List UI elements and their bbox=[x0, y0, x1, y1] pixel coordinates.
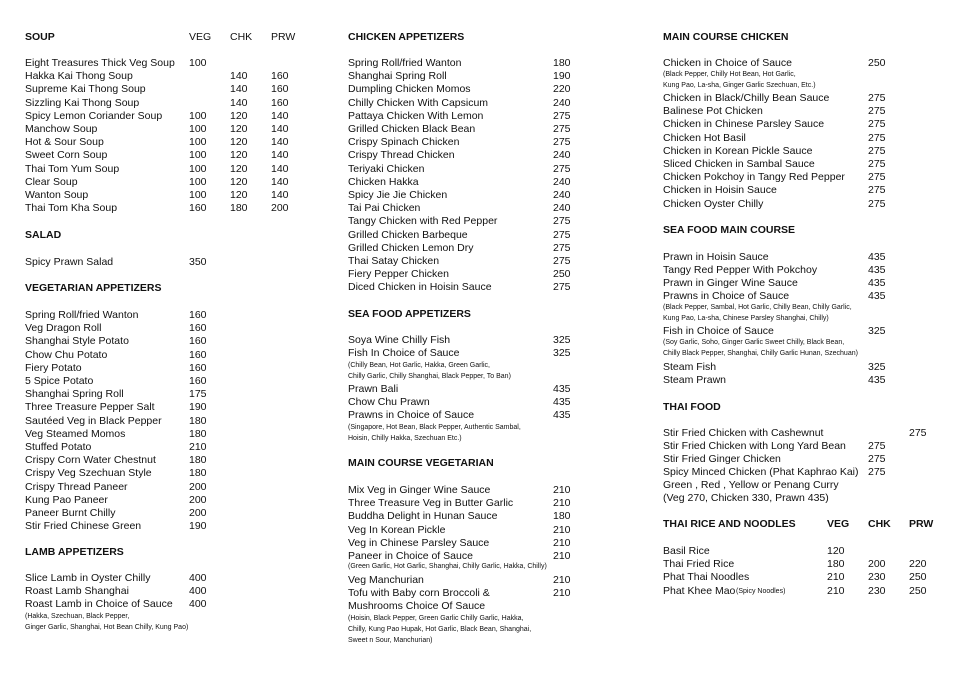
menu-item-price: 200 bbox=[189, 507, 207, 519]
menu-item-name: Tangy Chicken with Red Pepper bbox=[348, 215, 498, 228]
chk-price: 120 bbox=[230, 162, 248, 175]
menu-item-name: Fiery Pepper Chicken bbox=[348, 268, 449, 281]
menu-item-name: Shanghai Spring Roll bbox=[348, 70, 447, 83]
menu-item-name: Chicken in Choice of Sauce bbox=[663, 57, 792, 69]
prw-price: 140 bbox=[271, 162, 289, 175]
menu-item-name: Chicken Oyster Chilly bbox=[663, 197, 764, 210]
menu-item-name: Spicy Lemon Coriander Soup bbox=[25, 109, 163, 122]
menu-item-price: 400 bbox=[189, 598, 207, 611]
menu-item-name: Hakka Kai Thong Soup bbox=[25, 70, 133, 83]
menu-item-name: Sliced Chicken in Sambal Sauce bbox=[663, 158, 815, 170]
menu-item-price: 220 bbox=[553, 83, 571, 96]
menu-item-price: 250 bbox=[553, 268, 571, 281]
veg-price: 100 bbox=[189, 123, 207, 135]
menu-item-price: 210 bbox=[189, 441, 207, 453]
menu-item-name: Grilled Chicken Black Bean bbox=[348, 123, 476, 135]
section-title-veg-appetizers: VEGETARIAN APPETIZERS bbox=[25, 282, 162, 294]
menu-item-name: Grilled Chicken Barbeque bbox=[348, 228, 468, 241]
menu-item-note: (Hakka, Szechuan, Black Pepper, bbox=[25, 613, 130, 620]
menu-item-name: Three Treasure Veg in Butter Garlic bbox=[348, 497, 514, 510]
menu-item-name: Green , Red , Yellow or Penang Curry bbox=[663, 479, 839, 491]
veg-price: 180 bbox=[827, 558, 845, 571]
menu-item-name: Balinese Pot Chicken bbox=[663, 105, 763, 118]
menu-item-price: 275 bbox=[868, 197, 886, 210]
menu-item-price: 180 bbox=[189, 454, 207, 467]
section-title-lamb-appetizers: LAMB APPETIZERS bbox=[25, 546, 124, 558]
menu-item-name: Dumpling Chicken Momos bbox=[348, 83, 471, 96]
menu-item-name: Crispy Corn Water Chestnut bbox=[25, 454, 156, 467]
menu-item-price: 435 bbox=[868, 251, 886, 263]
menu-item-name: Slice Lamb in Oyster Chilly bbox=[25, 572, 151, 584]
menu-item-price: 180 bbox=[189, 427, 207, 440]
menu-item-name: Crispy Thread Chicken bbox=[348, 149, 455, 162]
chk-price: 200 bbox=[868, 558, 886, 571]
prw-price: 250 bbox=[909, 584, 927, 597]
menu-item-price: 210 bbox=[553, 536, 571, 549]
veg-column-header: VEG bbox=[189, 31, 212, 43]
menu-item-name: Hot & Sour Soup bbox=[25, 136, 104, 149]
menu-item-name: Roast Lamb Shanghai bbox=[25, 585, 129, 598]
menu-item-name: Chow Chu Prawn bbox=[348, 396, 430, 408]
prw-price: 140 bbox=[271, 189, 289, 201]
menu-item-price: 240 bbox=[553, 202, 571, 215]
prw-price: 160 bbox=[271, 96, 289, 109]
chk-price: 120 bbox=[230, 189, 248, 201]
menu-item-note: (Singapore, Hot Bean, Black Pepper, Authentic Sambal, bbox=[348, 424, 521, 431]
menu-item-price: 275 bbox=[868, 144, 886, 157]
menu-item-name: Thai Fried Rice bbox=[663, 558, 735, 571]
section-title-main-course-chicken: MAIN COURSE CHICKEN bbox=[663, 31, 789, 43]
menu-item-price: 435 bbox=[868, 290, 886, 302]
menu-item-price: 160 bbox=[189, 361, 207, 374]
menu-item-price: 325 bbox=[868, 361, 886, 373]
prw-price: 250 bbox=[909, 571, 927, 584]
menu-item-price: 190 bbox=[189, 401, 207, 414]
menu-item-name: Prawn in Ginger Wine Sauce bbox=[663, 277, 798, 289]
chk-price: 120 bbox=[230, 109, 248, 122]
menu-item-price: 435 bbox=[553, 409, 571, 421]
menu-item-price: 200 bbox=[189, 493, 207, 506]
menu-item-price: 200 bbox=[189, 480, 207, 493]
menu-item-price: 275 bbox=[553, 136, 571, 149]
menu-item-name: Sweet Corn Soup bbox=[25, 149, 108, 162]
menu-item-name: Veg Manchurian bbox=[348, 574, 424, 586]
menu-item-name: Chicken in Hoisin Sauce bbox=[663, 184, 777, 197]
menu-item-name: Stuffed Potato bbox=[25, 441, 92, 453]
section-title-soup: SOUP bbox=[25, 31, 55, 43]
veg-column-header: VEG bbox=[827, 518, 850, 530]
menu-item-name: Stir Fried Ginger Chicken bbox=[663, 453, 781, 465]
menu-item-price: 275 bbox=[868, 440, 886, 452]
menu-item-name: Teriyaki Chicken bbox=[348, 162, 425, 175]
menu-item-note: (Green Garlic, Hot Garlic, Shanghai, Chilly Garlic, Hakka, Chilly) bbox=[348, 563, 547, 570]
menu-item-price: 210 bbox=[553, 484, 571, 496]
menu-item-note: (Chilly Bean, Hot Garlic, Hakka, Green Garlic, bbox=[348, 362, 490, 369]
menu-item-name: Roast Lamb in Choice of Sauce bbox=[25, 598, 173, 611]
menu-item-price: 275 bbox=[553, 123, 571, 135]
menu-item-price: 325 bbox=[868, 325, 886, 337]
chk-column-header: CHK bbox=[868, 518, 891, 530]
menu-item-price: 250 bbox=[868, 57, 886, 69]
menu-item-name: Thai Satay Chicken bbox=[348, 255, 440, 267]
menu-item-price: 210 bbox=[553, 523, 571, 536]
menu-item-name: Stir Fried Chinese Green bbox=[25, 520, 142, 533]
chk-price: 120 bbox=[230, 149, 248, 162]
prw-column-header: PRW bbox=[271, 31, 296, 43]
menu-item-price: 350 bbox=[189, 256, 207, 268]
menu-item-name: Stir Fried Chicken with Long Yard Bean bbox=[663, 440, 846, 452]
menu-item-note: Kung Pao, La-sha, Ginger Garlic Szechuan, Etc.) bbox=[663, 82, 816, 89]
menu-item-name: 5 Spice Potato bbox=[25, 375, 94, 387]
menu-item-name: Paneer in Choice of Sauce bbox=[348, 550, 473, 562]
menu-item-name: Steam Fish bbox=[663, 361, 717, 373]
menu-item-name: Veg Dragon Roll bbox=[25, 322, 102, 335]
menu-item-name: Veg Steamed Momos bbox=[25, 427, 126, 440]
menu-item-price: 275 bbox=[909, 427, 927, 439]
menu-item-name: Phat Thai Noodles bbox=[663, 571, 750, 584]
prw-price: 140 bbox=[271, 109, 289, 122]
menu-item-name: Grilled Chicken Lemon Dry bbox=[348, 241, 474, 254]
menu-item-price: 180 bbox=[189, 467, 207, 480]
menu-item-price: 275 bbox=[868, 453, 886, 465]
prw-price: 140 bbox=[271, 136, 289, 149]
menu-item-price: 275 bbox=[553, 215, 571, 228]
prw-price: 140 bbox=[271, 123, 289, 135]
menu-item-price: 210 bbox=[553, 497, 571, 510]
menu-item-price: 275 bbox=[553, 281, 571, 294]
menu-item-name: Supreme Kai Thong Soup bbox=[25, 83, 146, 96]
chk-price: 120 bbox=[230, 123, 248, 135]
chk-price: 230 bbox=[868, 584, 886, 597]
menu-item-price: 160 bbox=[189, 348, 207, 361]
menu-item-price: 160 bbox=[189, 375, 207, 387]
menu-item-name: Crispy Spinach Chicken bbox=[348, 136, 460, 149]
menu-item-price: 400 bbox=[189, 585, 207, 598]
menu-item-name: Tai Pai Chicken bbox=[348, 202, 421, 215]
prw-price: 220 bbox=[909, 558, 927, 571]
menu-item-name: Sizzling Kai Thong Soup bbox=[25, 96, 140, 109]
menu-item-price: 240 bbox=[553, 149, 571, 162]
menu-item-name: Kung Pao Paneer bbox=[25, 493, 108, 506]
menu-item-name: Chow Chu Potato bbox=[25, 348, 108, 361]
section-title-seafood-main: SEA FOOD MAIN COURSE bbox=[663, 224, 796, 236]
menu-item-price: 160 bbox=[189, 309, 207, 321]
menu-item-note: Ginger Garlic, Shanghai, Hot Bean Chilly, Kung Pao) bbox=[25, 624, 189, 631]
menu-item-price: 160 bbox=[189, 335, 207, 348]
menu-item-name: Veg In Korean Pickle bbox=[348, 523, 446, 536]
menu-item-price: 435 bbox=[868, 277, 886, 289]
menu-item-name: Chilly Chicken With Capsicum bbox=[348, 96, 489, 109]
menu-item-name: Crispy Thread Paneer bbox=[25, 480, 128, 493]
menu-item-price: 275 bbox=[553, 228, 571, 241]
menu-item-name: Spring Roll/fried Wanton bbox=[348, 57, 462, 69]
chk-price: 140 bbox=[230, 70, 248, 83]
menu-item-price: 435 bbox=[868, 374, 886, 386]
menu-item-note: Hoisin, Chilly Hakka, Szechuan Etc.) bbox=[348, 435, 462, 442]
chk-price: 140 bbox=[230, 96, 248, 109]
menu-item-price: 240 bbox=[553, 189, 571, 201]
section-title-salad: SALAD bbox=[25, 229, 62, 241]
prw-price: 160 bbox=[271, 83, 289, 96]
chk-column-header: CHK bbox=[230, 31, 253, 43]
menu-item-name: Diced Chicken in Hoisin Sauce bbox=[348, 281, 492, 294]
menu-item-price: 190 bbox=[189, 520, 207, 533]
menu-item-note: (Black Pepper, Chilly Hot Bean, Hot Garlic, bbox=[663, 71, 796, 78]
menu-item-name: Basil Rice bbox=[663, 545, 710, 557]
menu-item-price: 240 bbox=[553, 96, 571, 109]
veg-price: 100 bbox=[189, 175, 207, 188]
prw-price: 160 bbox=[271, 70, 289, 83]
prw-price: 200 bbox=[271, 202, 289, 215]
menu-item-price: 275 bbox=[868, 466, 886, 478]
menu-item-name: Phat Khee Mao bbox=[663, 584, 736, 597]
menu-item-name: Fish In Choice of Sauce bbox=[348, 347, 460, 359]
menu-item-note: (Soy Garlic, Soho, Ginger Garlic Sweet Chilly, Black Bean, bbox=[663, 339, 845, 346]
menu-item-name: Stir Fried Chicken with Cashewnut bbox=[663, 427, 824, 439]
menu-item-name: Thai Tom Kha Soup bbox=[25, 202, 118, 215]
menu-item-name: Mix Veg in Ginger Wine Sauce bbox=[348, 484, 491, 496]
menu-item-name: Veg in Chinese Parsley Sauce bbox=[348, 536, 490, 549]
menu-item-price: 190 bbox=[553, 70, 571, 83]
menu-item-price: 180 bbox=[553, 57, 571, 69]
menu-item-price: 325 bbox=[553, 347, 571, 359]
menu-item-name: Buddha Delight in Hunan Sauce bbox=[348, 510, 498, 523]
menu-item-name: Prawn Bali bbox=[348, 383, 399, 395]
menu-item-name: Eight Treasures Thick Veg Soup bbox=[25, 57, 175, 69]
menu-item-note: Chilly, Kung Pao Hupak, Hot Garlic, Black Bean, Shanghai, bbox=[348, 626, 532, 633]
menu-item-price: 275 bbox=[553, 162, 571, 175]
menu-item-name: Manchow Soup bbox=[25, 123, 98, 135]
menu-item-note: Sweet n Sour, Manchurian) bbox=[348, 637, 433, 644]
menu-item-price: 275 bbox=[868, 184, 886, 197]
veg-price: 160 bbox=[189, 202, 207, 215]
menu-item-name: Prawn in Hoisin Sauce bbox=[663, 251, 769, 263]
menu-item-name: Tangy Red Pepper With Pokchoy bbox=[663, 264, 818, 276]
menu-item-name: Chicken in Black/Chilly Bean Sauce bbox=[663, 92, 830, 104]
menu-item-price: 275 bbox=[868, 171, 886, 184]
menu-item-price: 175 bbox=[189, 388, 207, 401]
menu-item-name: Three Treasure Pepper Salt bbox=[25, 401, 155, 414]
veg-price: 120 bbox=[827, 545, 845, 557]
menu-item-name: Mushrooms Choice Of Sauce bbox=[348, 600, 486, 612]
menu-item-name: Spicy Minced Chicken (Phat Kaphrao Kai) bbox=[663, 466, 859, 478]
menu-item-name: Prawns in Choice of Sauce bbox=[348, 409, 475, 421]
menu-item-note: Chilly Garlic, Chilly Shanghai, Black Pepper, To Ban) bbox=[348, 373, 511, 380]
veg-price: 100 bbox=[189, 162, 207, 175]
menu-item-name: Wanton Soup bbox=[25, 189, 89, 201]
menu-item-name: Shanghai Style Potato bbox=[25, 335, 129, 348]
menu-item-name: Soya Wine Chilly Fish bbox=[348, 334, 451, 346]
menu-item-name: Chicken in Korean Pickle Sauce bbox=[663, 144, 813, 157]
chk-price: 120 bbox=[230, 136, 248, 149]
menu-item-price: 210 bbox=[553, 587, 571, 599]
menu-item-name: Shanghai Spring Roll bbox=[25, 388, 124, 401]
menu-item-price: 275 bbox=[868, 105, 886, 118]
veg-price: 100 bbox=[189, 136, 207, 149]
menu-item-price: 275 bbox=[553, 109, 571, 122]
menu-item-name: Spicy Prawn Salad bbox=[25, 256, 114, 268]
prw-price: 140 bbox=[271, 175, 289, 188]
section-title-chicken-appetizers: CHICKEN APPETIZERS bbox=[348, 31, 465, 43]
menu-item-price: 400 bbox=[189, 572, 207, 584]
chk-price: 180 bbox=[230, 202, 248, 215]
menu-item-name: Fish in Choice of Sauce bbox=[663, 325, 774, 337]
chk-price: 140 bbox=[230, 83, 248, 96]
menu-item-name: Clear Soup bbox=[25, 175, 78, 188]
menu-item-name: Steam Prawn bbox=[663, 374, 727, 386]
menu-item-name: Sautéed Veg in Black Pepper bbox=[25, 414, 162, 427]
menu-item-price: 435 bbox=[553, 396, 571, 408]
section-title-thai-rice-noodles: THAI RICE AND NOODLES bbox=[663, 518, 796, 530]
menu-item-name: Spring Roll/fried Wanton bbox=[25, 309, 139, 321]
menu-item-price: 435 bbox=[553, 383, 571, 395]
menu-item-price: 275 bbox=[868, 92, 886, 104]
menu-item-name: Thai Tom Yum Soup bbox=[25, 162, 120, 175]
menu-item-note: (Spicy Noodles) bbox=[736, 587, 786, 595]
veg-price: 100 bbox=[189, 189, 207, 201]
section-title-main-course-veg: MAIN COURSE VEGETARIAN bbox=[348, 457, 494, 469]
section-title-seafood-appetizers: SEA FOOD APPETIZERS bbox=[348, 308, 471, 320]
prw-price: 140 bbox=[271, 149, 289, 162]
veg-price: 100 bbox=[189, 57, 207, 69]
menu-item-name: Fiery Potato bbox=[25, 361, 82, 374]
menu-item-name: Prawns in Choice of Sauce bbox=[663, 290, 790, 302]
menu-item-name: Chicken Hakka bbox=[348, 175, 419, 188]
menu-item-price: 160 bbox=[189, 322, 207, 335]
veg-price: 210 bbox=[827, 571, 845, 584]
menu-item-name: Chicken Pokchoy in Tangy Red Pepper bbox=[663, 171, 845, 184]
menu-item-price: 210 bbox=[553, 550, 571, 562]
menu-item-price: 240 bbox=[553, 175, 571, 188]
menu-item-name: Pattaya Chicken With Lemon bbox=[348, 109, 484, 122]
menu-item-price: 275 bbox=[868, 118, 886, 131]
menu-item-name: Paneer Burnt Chilly bbox=[25, 507, 116, 519]
prw-column-header: PRW bbox=[909, 518, 934, 530]
menu-item-price: 275 bbox=[868, 131, 886, 144]
chk-price: 120 bbox=[230, 175, 248, 188]
menu-item-price: 275 bbox=[553, 241, 571, 254]
menu-item-price: 435 bbox=[868, 264, 886, 276]
menu-item-price: 180 bbox=[189, 414, 207, 427]
menu-item-name: (Veg 270, Chicken 330, Prawn 435) bbox=[663, 492, 829, 504]
chk-price: 230 bbox=[868, 571, 886, 584]
menu-item-note: Kung Pao, La-sha, Chinese Parsley Shanghai, Chilly) bbox=[663, 315, 829, 322]
menu-item-price: 275 bbox=[553, 255, 571, 267]
menu-item-name: Chicken in Chinese Parsley Sauce bbox=[663, 118, 825, 131]
menu-item-price: 325 bbox=[553, 334, 571, 346]
menu-item-name: Spicy Jie Jie Chicken bbox=[348, 189, 448, 201]
veg-price: 100 bbox=[189, 109, 207, 122]
menu-item-note: (Hoisin, Black Pepper, Green Garlic Chilly Garlic, Hakka, bbox=[348, 615, 524, 622]
veg-price: 210 bbox=[827, 584, 845, 597]
menu-item-note: Chilly Black Pepper, Shanghai, Chilly Garlic Hunan, Szechuan) bbox=[663, 350, 858, 357]
section-title-thai-food: THAI FOOD bbox=[663, 401, 721, 413]
menu-item-name: Chicken Hot Basil bbox=[663, 131, 746, 144]
menu-item-price: 180 bbox=[553, 510, 571, 523]
menu-item-price: 210 bbox=[553, 574, 571, 586]
menu-item-price: 275 bbox=[868, 158, 886, 170]
veg-price: 100 bbox=[189, 149, 207, 162]
menu-item-name: Crispy Veg Szechuan Style bbox=[25, 467, 152, 480]
menu-item-note: (Black Pepper, Sambal, Hot Garlic, Chilly Bean, Chilly Garlic, bbox=[663, 304, 852, 311]
menu-item-name: Tofu with Baby corn Broccoli & bbox=[348, 587, 490, 599]
